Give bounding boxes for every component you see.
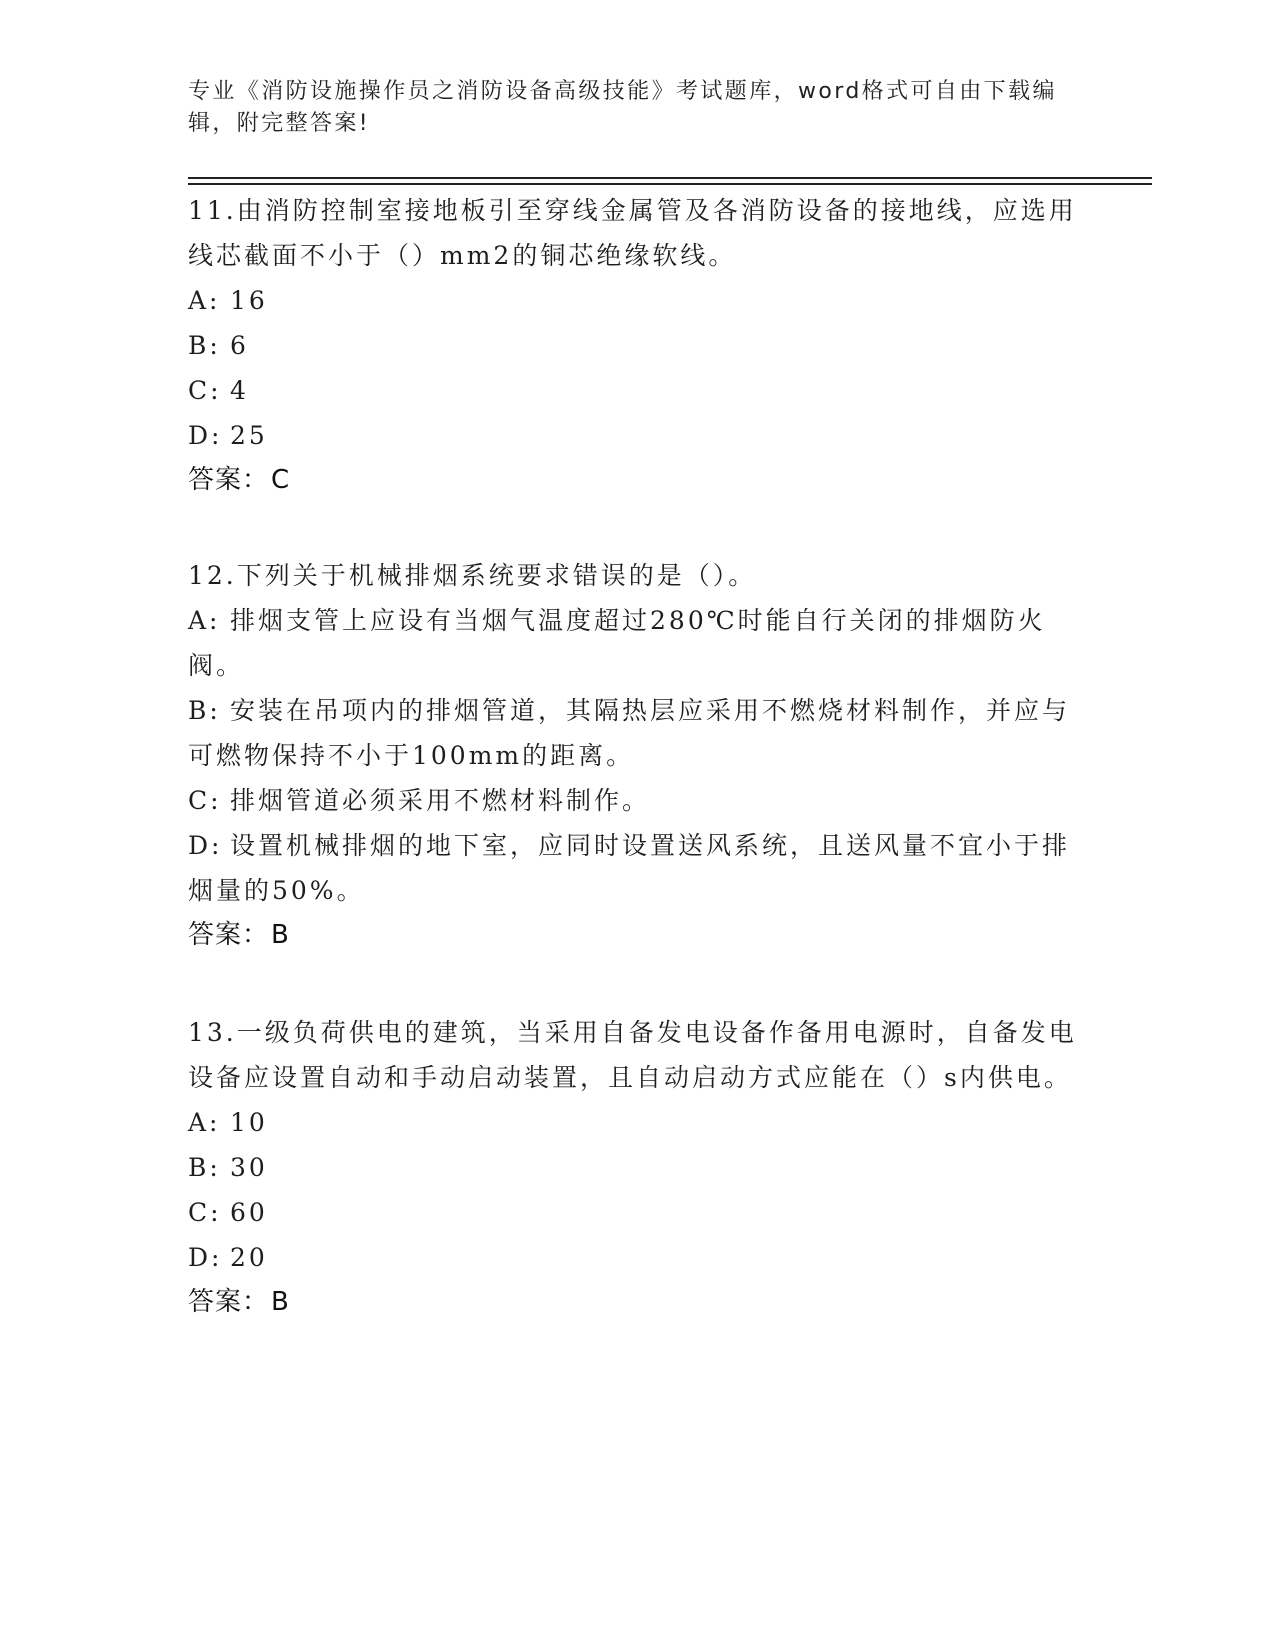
option-text: 25 [230,421,268,450]
option-label: C: [188,376,222,405]
question-stem: 11.由消防控制室接地板引至穿线金属管及各消防设备的接地线，应选用线芯截面不小于（）mm2的铜芯绝缘软线。 [188,196,1077,270]
option-text: 排烟支管上应设有当烟气温度超过280℃时能自行关闭的排烟防火阀。 [188,606,1046,680]
option-d [188,1235,1088,1280]
option-text: 4 [230,376,249,405]
option-label: C: [188,1198,222,1227]
option-label: D: [188,421,223,450]
option-label: A: [188,286,221,315]
header-divider-top [188,177,1152,179]
question-11 [188,188,1088,503]
option-text: 排烟管道必须采用不燃材料制作。 [230,786,651,815]
option-d [188,413,1088,458]
question-12 [188,553,1088,958]
option-text: 10 [230,1108,268,1137]
option-text: 30 [230,1153,268,1182]
option-text: 20 [230,1243,268,1272]
option-b [188,1145,1088,1190]
question-stem: 12.下列关于机械排烟系统要求错误的是（）。 [188,561,757,590]
answer-line [188,1280,1088,1325]
option-d [188,823,1088,913]
option-text: 安装在吊项内的排烟管道，其隔热层应采用不燃烧材料制作，并应与可燃物保持不小于100mm的距离。 [188,696,1071,770]
option-label: A: [188,606,221,635]
header-divider-bottom [188,183,1152,185]
answer-line [188,913,1088,958]
option-label: A: [188,1108,221,1137]
option-text: 16 [230,286,268,315]
option-c [188,1190,1088,1235]
answer-label: 答案： [188,465,270,495]
option-label: B: [188,331,221,360]
option-text: 设置机械排烟的地下室，应同时设置送风系统，且送风量不宜小于排烟量的50%。 [188,831,1071,905]
question-13 [188,1010,1088,1325]
answer-value: B [271,920,290,950]
option-label: B: [188,696,221,725]
answer-label: 答案： [188,1287,270,1317]
option-text: 6 [230,331,249,360]
question-stem: 13.一级负荷供电的建筑，当采用自备发电设备作备用电源时，自备发电设备应设置自动和手动启动装置，且自动启动方式应能在（）s内供电。 [188,1018,1077,1092]
option-label: B: [188,1153,221,1182]
option-b [188,323,1088,368]
option-a [188,1100,1088,1145]
answer-line [188,458,1088,503]
option-label: D: [188,1243,223,1272]
option-a [188,598,1088,688]
answer-value: C [271,465,291,495]
option-c [188,368,1088,413]
option-label: C: [188,786,222,815]
option-text: 60 [230,1198,268,1227]
option-c [188,778,1088,823]
document-header: 专业《消防设施操作员之消防设备高级技能》考试题库，word格式可自由下载编辑，附完整答案! [188,79,1057,136]
option-b [188,688,1088,778]
answer-label: 答案： [188,920,270,950]
option-a [188,278,1088,323]
option-label: D: [188,831,223,860]
answer-value: B [271,1287,290,1317]
